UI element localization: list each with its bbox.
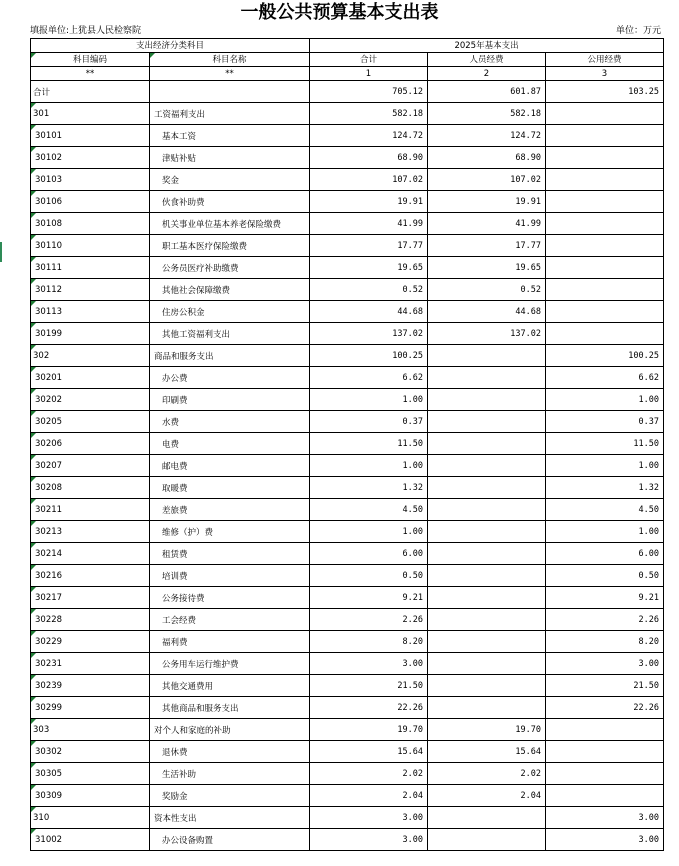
index-total: 1 bbox=[310, 67, 428, 81]
row-name: 退休费 bbox=[150, 741, 310, 763]
row-code: 301 bbox=[31, 103, 150, 125]
table-row bbox=[31, 719, 664, 741]
row-code: 30217 bbox=[31, 587, 150, 609]
header-public: 公用经费 bbox=[546, 53, 664, 67]
table-row bbox=[31, 169, 664, 191]
table-body bbox=[31, 81, 664, 851]
header-classification: 支出经济分类科目 bbox=[31, 39, 310, 53]
row-name: 公务用车运行维护费 bbox=[150, 653, 310, 675]
row-personnel bbox=[428, 455, 546, 477]
table-row bbox=[31, 279, 664, 301]
row-public: 1.00 bbox=[546, 389, 664, 411]
row-name: 租赁费 bbox=[150, 543, 310, 565]
row-code: 30228 bbox=[31, 609, 150, 631]
row-name bbox=[150, 81, 310, 103]
row-total: 6.62 bbox=[310, 367, 428, 389]
row-name: 津贴补贴 bbox=[150, 147, 310, 169]
row-name: 差旅费 bbox=[150, 499, 310, 521]
row-name: 其他交通费用 bbox=[150, 675, 310, 697]
row-public: 1.00 bbox=[546, 455, 664, 477]
row-total: 137.02 bbox=[310, 323, 428, 345]
row-code: 30231 bbox=[31, 653, 150, 675]
row-total: 15.64 bbox=[310, 741, 428, 763]
row-total: 100.25 bbox=[310, 345, 428, 367]
table-row bbox=[31, 455, 664, 477]
header-column-row bbox=[31, 53, 664, 67]
table-row bbox=[31, 235, 664, 257]
row-personnel: 107.02 bbox=[428, 169, 546, 191]
row-personnel: 15.64 bbox=[428, 741, 546, 763]
row-name: 对个人和家庭的补助 bbox=[150, 719, 310, 741]
table-row bbox=[31, 829, 664, 851]
table-row bbox=[31, 521, 664, 543]
table-row bbox=[31, 807, 664, 829]
table-row bbox=[31, 653, 664, 675]
row-personnel: 2.04 bbox=[428, 785, 546, 807]
row-total: 17.77 bbox=[310, 235, 428, 257]
row-total: 44.68 bbox=[310, 301, 428, 323]
row-name: 邮电费 bbox=[150, 455, 310, 477]
table-row bbox=[31, 763, 664, 785]
row-code: 30205 bbox=[31, 411, 150, 433]
row-code: 30101 bbox=[31, 125, 150, 147]
row-code: 30201 bbox=[31, 367, 150, 389]
row-personnel: 17.77 bbox=[428, 235, 546, 257]
header-index-row bbox=[31, 67, 664, 81]
table-row bbox=[31, 499, 664, 521]
row-public bbox=[546, 785, 664, 807]
row-public: 0.50 bbox=[546, 565, 664, 587]
row-name: 维修（护）费 bbox=[150, 521, 310, 543]
row-code: 30299 bbox=[31, 697, 150, 719]
row-name: 办公费 bbox=[150, 367, 310, 389]
table-row bbox=[31, 147, 664, 169]
table-row bbox=[31, 565, 664, 587]
row-name: 工资福利支出 bbox=[150, 103, 310, 125]
row-total: 2.04 bbox=[310, 785, 428, 807]
table-row bbox=[31, 191, 664, 213]
row-code: 30106 bbox=[31, 191, 150, 213]
row-code: 30110 bbox=[31, 235, 150, 257]
row-personnel: 68.90 bbox=[428, 147, 546, 169]
row-total: 2.26 bbox=[310, 609, 428, 631]
row-total: 19.65 bbox=[310, 257, 428, 279]
row-name: 奖金 bbox=[150, 169, 310, 191]
table-row bbox=[31, 81, 664, 103]
row-public: 22.26 bbox=[546, 697, 664, 719]
row-code: 30112 bbox=[31, 279, 150, 301]
table-row bbox=[31, 477, 664, 499]
row-personnel: 19.65 bbox=[428, 257, 546, 279]
row-total: 19.91 bbox=[310, 191, 428, 213]
row-public bbox=[546, 719, 664, 741]
row-name: 奖励金 bbox=[150, 785, 310, 807]
row-code: 30213 bbox=[31, 521, 150, 543]
row-code: 30214 bbox=[31, 543, 150, 565]
row-public bbox=[546, 257, 664, 279]
row-personnel bbox=[428, 807, 546, 829]
row-public: 100.25 bbox=[546, 345, 664, 367]
row-name: 职工基本医疗保险缴费 bbox=[150, 235, 310, 257]
row-personnel: 19.70 bbox=[428, 719, 546, 741]
row-code: 30305 bbox=[31, 763, 150, 785]
row-total: 705.12 bbox=[310, 81, 428, 103]
row-personnel bbox=[428, 477, 546, 499]
row-name: 其他商品和服务支出 bbox=[150, 697, 310, 719]
row-personnel bbox=[428, 653, 546, 675]
row-personnel: 41.99 bbox=[428, 213, 546, 235]
row-public bbox=[546, 103, 664, 125]
row-public: 3.00 bbox=[546, 653, 664, 675]
row-public bbox=[546, 301, 664, 323]
row-public: 8.20 bbox=[546, 631, 664, 653]
header-code: 科目编码 bbox=[31, 53, 150, 67]
row-code: 30229 bbox=[31, 631, 150, 653]
row-name: 培训费 bbox=[150, 565, 310, 587]
row-name: 福利费 bbox=[150, 631, 310, 653]
row-code: 30206 bbox=[31, 433, 150, 455]
row-public: 0.37 bbox=[546, 411, 664, 433]
row-total: 22.26 bbox=[310, 697, 428, 719]
row-code: 30216 bbox=[31, 565, 150, 587]
table-row bbox=[31, 785, 664, 807]
row-personnel bbox=[428, 521, 546, 543]
header-total: 合计 bbox=[310, 53, 428, 67]
row-public bbox=[546, 125, 664, 147]
row-personnel: 19.91 bbox=[428, 191, 546, 213]
row-code: 30102 bbox=[31, 147, 150, 169]
row-selection-marker bbox=[0, 242, 2, 262]
row-public bbox=[546, 147, 664, 169]
row-total: 8.20 bbox=[310, 631, 428, 653]
row-name: 公务员医疗补助缴费 bbox=[150, 257, 310, 279]
row-public: 6.00 bbox=[546, 543, 664, 565]
row-name: 资本性支出 bbox=[150, 807, 310, 829]
table-row bbox=[31, 697, 664, 719]
row-personnel bbox=[428, 367, 546, 389]
budget-table bbox=[30, 38, 664, 851]
row-public: 103.25 bbox=[546, 81, 664, 103]
row-code: 303 bbox=[31, 719, 150, 741]
row-public: 11.50 bbox=[546, 433, 664, 455]
row-personnel: 582.18 bbox=[428, 103, 546, 125]
table-row bbox=[31, 587, 664, 609]
row-public bbox=[546, 169, 664, 191]
row-public: 1.32 bbox=[546, 477, 664, 499]
row-code: 30207 bbox=[31, 455, 150, 477]
row-code: 30113 bbox=[31, 301, 150, 323]
row-personnel: 124.72 bbox=[428, 125, 546, 147]
table-row bbox=[31, 675, 664, 697]
row-code: 31002 bbox=[31, 829, 150, 851]
row-total: 107.02 bbox=[310, 169, 428, 191]
row-name: 电费 bbox=[150, 433, 310, 455]
row-total: 1.00 bbox=[310, 389, 428, 411]
row-name: 机关事业单位基本养老保险缴费 bbox=[150, 213, 310, 235]
table-row bbox=[31, 389, 664, 411]
row-personnel bbox=[428, 697, 546, 719]
row-personnel: 44.68 bbox=[428, 301, 546, 323]
table-row bbox=[31, 345, 664, 367]
row-public: 1.00 bbox=[546, 521, 664, 543]
table-row bbox=[31, 257, 664, 279]
index-code: ** bbox=[31, 67, 150, 81]
row-total: 6.00 bbox=[310, 543, 428, 565]
table-row bbox=[31, 741, 664, 763]
row-total: 0.52 bbox=[310, 279, 428, 301]
row-name: 基本工资 bbox=[150, 125, 310, 147]
row-personnel bbox=[428, 433, 546, 455]
row-code: 30309 bbox=[31, 785, 150, 807]
row-code: 30108 bbox=[31, 213, 150, 235]
table-row bbox=[31, 411, 664, 433]
row-public: 2.26 bbox=[546, 609, 664, 631]
row-public bbox=[546, 191, 664, 213]
row-public: 9.21 bbox=[546, 587, 664, 609]
index-public: 3 bbox=[546, 67, 664, 81]
row-personnel: 137.02 bbox=[428, 323, 546, 345]
row-code: 30208 bbox=[31, 477, 150, 499]
row-personnel: 2.02 bbox=[428, 763, 546, 785]
table-row bbox=[31, 631, 664, 653]
row-public bbox=[546, 213, 664, 235]
row-personnel bbox=[428, 345, 546, 367]
table-title: 一般公共预算基本支出表 bbox=[240, 2, 439, 23]
row-total: 1.32 bbox=[310, 477, 428, 499]
row-code: 30202 bbox=[31, 389, 150, 411]
row-total: 1.00 bbox=[310, 521, 428, 543]
row-personnel bbox=[428, 565, 546, 587]
row-public: 21.50 bbox=[546, 675, 664, 697]
index-personnel: 2 bbox=[428, 67, 546, 81]
row-personnel bbox=[428, 389, 546, 411]
row-total: 3.00 bbox=[310, 829, 428, 851]
row-name: 水费 bbox=[150, 411, 310, 433]
row-personnel bbox=[428, 829, 546, 851]
row-total: 11.50 bbox=[310, 433, 428, 455]
row-name: 住房公积金 bbox=[150, 301, 310, 323]
row-total: 582.18 bbox=[310, 103, 428, 125]
row-total: 0.37 bbox=[310, 411, 428, 433]
row-public: 3.00 bbox=[546, 807, 664, 829]
table-row bbox=[31, 103, 664, 125]
table-row bbox=[31, 433, 664, 455]
row-name: 工会经费 bbox=[150, 609, 310, 631]
row-personnel bbox=[428, 411, 546, 433]
row-total: 3.00 bbox=[310, 807, 428, 829]
row-public bbox=[546, 763, 664, 785]
row-public bbox=[546, 323, 664, 345]
row-personnel bbox=[428, 609, 546, 631]
row-total: 3.00 bbox=[310, 653, 428, 675]
row-personnel bbox=[428, 587, 546, 609]
row-personnel bbox=[428, 675, 546, 697]
row-code: 30103 bbox=[31, 169, 150, 191]
row-code: 30199 bbox=[31, 323, 150, 345]
row-total: 4.50 bbox=[310, 499, 428, 521]
row-name: 其他工资福利支出 bbox=[150, 323, 310, 345]
table-row bbox=[31, 609, 664, 631]
row-code: 30111 bbox=[31, 257, 150, 279]
row-code: 30211 bbox=[31, 499, 150, 521]
row-public: 4.50 bbox=[546, 499, 664, 521]
row-total: 0.50 bbox=[310, 565, 428, 587]
row-name: 商品和服务支出 bbox=[150, 345, 310, 367]
row-public bbox=[546, 741, 664, 763]
row-total: 1.00 bbox=[310, 455, 428, 477]
table-row bbox=[31, 301, 664, 323]
row-total: 41.99 bbox=[310, 213, 428, 235]
header-name: 科目名称 bbox=[150, 53, 310, 67]
row-personnel bbox=[428, 631, 546, 653]
row-code: 302 bbox=[31, 345, 150, 367]
row-public: 6.62 bbox=[546, 367, 664, 389]
row-code: 合计 bbox=[31, 81, 150, 103]
row-personnel bbox=[428, 499, 546, 521]
table-row bbox=[31, 213, 664, 235]
row-code: 30239 bbox=[31, 675, 150, 697]
row-total: 124.72 bbox=[310, 125, 428, 147]
row-total: 21.50 bbox=[310, 675, 428, 697]
row-name: 印刷费 bbox=[150, 389, 310, 411]
row-public bbox=[546, 279, 664, 301]
row-name: 生活补助 bbox=[150, 763, 310, 785]
table-row bbox=[31, 367, 664, 389]
row-public: 3.00 bbox=[546, 829, 664, 851]
row-total: 19.70 bbox=[310, 719, 428, 741]
row-name: 取暖费 bbox=[150, 477, 310, 499]
reporting-unit: 填报单位:上犹县人民检察院 bbox=[30, 26, 142, 36]
row-total: 68.90 bbox=[310, 147, 428, 169]
row-total: 9.21 bbox=[310, 587, 428, 609]
row-personnel bbox=[428, 543, 546, 565]
row-total: 2.02 bbox=[310, 763, 428, 785]
row-personnel: 0.52 bbox=[428, 279, 546, 301]
row-name: 伙食补助费 bbox=[150, 191, 310, 213]
row-code: 30302 bbox=[31, 741, 150, 763]
row-personnel: 601.87 bbox=[428, 81, 546, 103]
table-row bbox=[31, 125, 664, 147]
header-basic-expenditure: 2025年基本支出 bbox=[310, 39, 664, 53]
row-name: 办公设备购置 bbox=[150, 829, 310, 851]
row-name: 公务接待费 bbox=[150, 587, 310, 609]
row-public bbox=[546, 235, 664, 257]
row-code: 310 bbox=[31, 807, 150, 829]
header-personnel: 人员经费 bbox=[428, 53, 546, 67]
row-name: 其他社会保障缴费 bbox=[150, 279, 310, 301]
currency-unit: 单位：万元 bbox=[615, 26, 661, 36]
header-group-row bbox=[31, 39, 664, 53]
table-row bbox=[31, 323, 664, 345]
table-row bbox=[31, 543, 664, 565]
index-name: ** bbox=[150, 67, 310, 81]
